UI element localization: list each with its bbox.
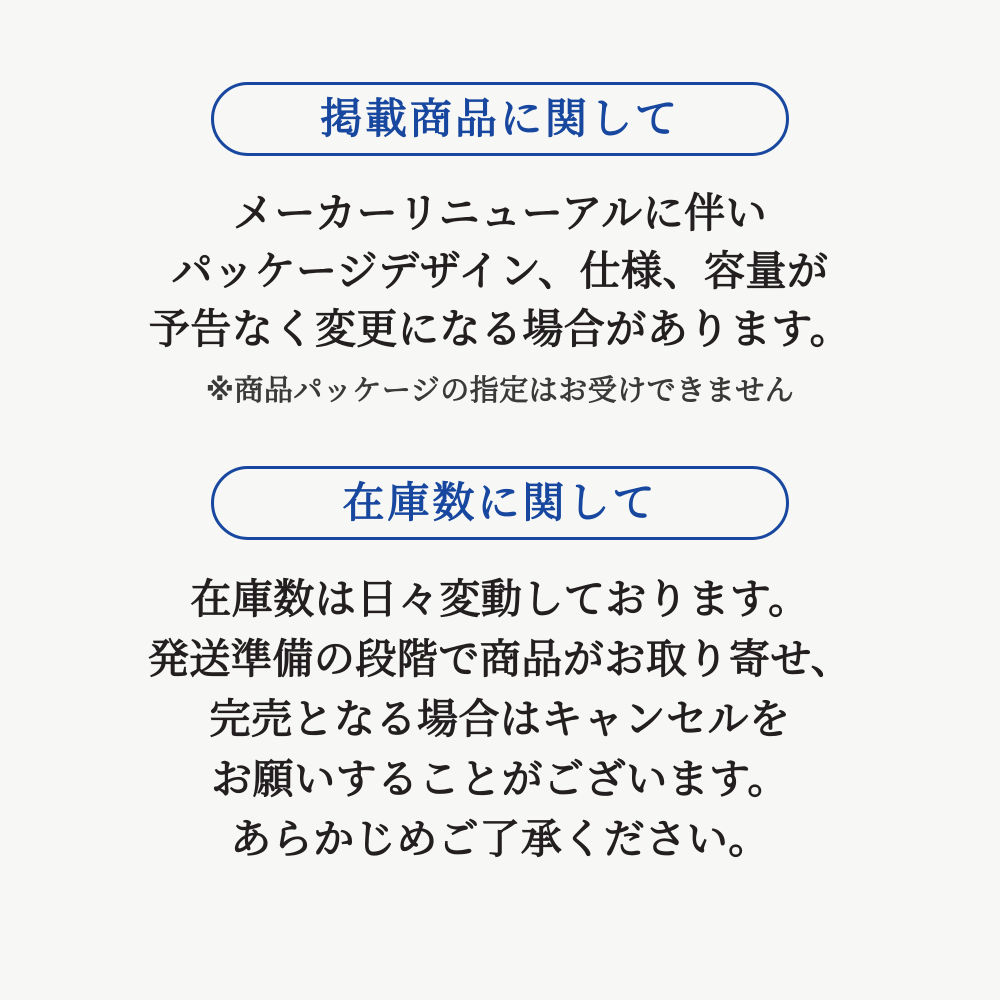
section-heading-pill-stock xyxy=(211,466,789,540)
section-body-stock xyxy=(148,570,852,869)
section-body-products xyxy=(149,184,851,359)
body-line: メーカーリニューアルに伴い xyxy=(232,190,768,236)
section-stock xyxy=(0,466,1000,869)
section-heading-label-stock: 在庫数に関して xyxy=(342,479,658,527)
section-heading-label-products: 掲載商品に関して xyxy=(319,95,680,142)
body-line: 在庫数は日々変動しております。 xyxy=(190,576,810,623)
section-heading-pill-products xyxy=(211,82,789,156)
body-line: お願いすることがございます。 xyxy=(211,755,789,802)
body-line: 予告なく変更になる場合があります。 xyxy=(148,306,852,353)
section-products xyxy=(0,82,1000,410)
body-line: 発送準備の段階で商品がお取り寄せ、 xyxy=(147,636,853,683)
section-note-products: ※商品パッケージの指定はお受けできません xyxy=(205,374,795,407)
body-line: パッケージデザイン、仕様、容量が xyxy=(171,248,829,295)
body-line: 完売となる場合はキャンセルを xyxy=(209,696,791,743)
body-line: あらかじめご了承ください。 xyxy=(230,815,770,862)
